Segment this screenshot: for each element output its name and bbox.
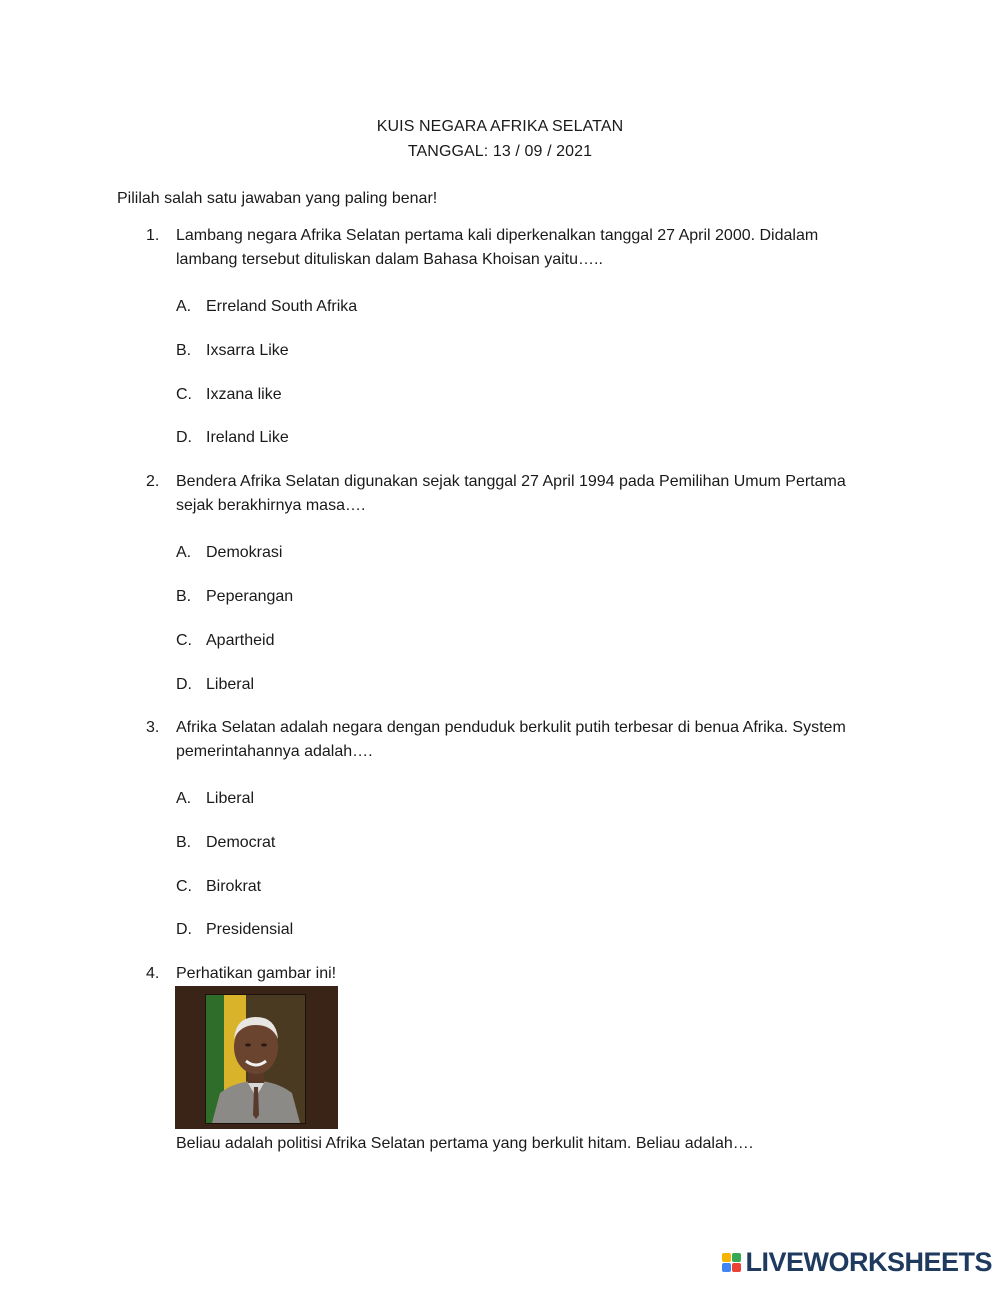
option-text: Erreland South Afrika	[206, 298, 358, 315]
quiz-date: TANGGAL: 13 / 09 / 2021	[407, 143, 593, 160]
portrait-figure-icon	[206, 995, 305, 1123]
option-text: Ixzana like	[206, 386, 282, 403]
option-text: Democrat	[206, 834, 276, 851]
option-text: Liberal	[206, 676, 255, 693]
liveworksheets-logo	[722, 1247, 992, 1278]
question-number: 2.	[146, 473, 160, 490]
page-title: KUIS NEGARA AFRIKA SELATAN	[376, 118, 624, 135]
question-text: Lambang negara Afrika Selatan pertama kali diperkenalkan tanggal 27 April 2000. Didalam lambang tersebut dituliskan dalam Bahasa Khoisan yaitu…..	[176, 227, 819, 268]
logo-square	[732, 1263, 741, 1272]
option-text: Ixsarra Like	[206, 342, 289, 359]
option-text: Presidensial	[206, 921, 294, 938]
question-text: Afrika Selatan adalah negara dengan penduduk berkulit putih terbesar di benua Afrika. System pemerintahannya adalah….	[176, 719, 846, 760]
portrait-photo	[175, 986, 338, 1129]
option-letter: A.	[176, 544, 192, 561]
logo-square	[722, 1253, 731, 1262]
question-number: 4.	[146, 965, 160, 982]
instruction-text: Pililah salah satu jawaban yang paling benar!	[117, 190, 438, 207]
option-text: Demokrasi	[206, 544, 283, 561]
question-number: 1.	[146, 227, 160, 244]
option-letter: D.	[176, 921, 192, 938]
option-text: Birokrat	[206, 878, 262, 895]
option-letter: A.	[176, 298, 192, 315]
question-caption: Beliau adalah politisi Afrika Selatan pertama yang berkulit hitam. Beliau adalah….	[176, 1135, 754, 1152]
logo-text: LIVEWORKSHEETS	[745, 1247, 992, 1277]
option-text: Apartheid	[206, 632, 275, 649]
question-text: Bendera Afrika Selatan digunakan sejak tanggal 27 April 1994 pada Pemilihan Umum Pertama sejak berakhirnya masa….	[176, 473, 846, 514]
option-letter: B.	[176, 834, 192, 851]
option-letter: B.	[176, 342, 192, 359]
option-letter: C.	[176, 386, 192, 403]
logo-square	[722, 1263, 731, 1272]
option-text: Ireland Like	[206, 429, 289, 446]
option-letter: C.	[176, 632, 192, 649]
option-letter: D.	[176, 429, 192, 446]
option-letter: A.	[176, 790, 192, 807]
option-letter: B.	[176, 588, 192, 605]
portrait-photo-icon	[205, 994, 306, 1124]
option-text: Liberal	[206, 790, 255, 807]
liveworksheets-mark-icon	[722, 1253, 741, 1272]
question-text: Perhatikan gambar ini!	[176, 965, 337, 982]
question-number: 3.	[146, 719, 160, 736]
option-letter: D.	[176, 676, 192, 693]
logo-square	[732, 1253, 741, 1262]
option-text: Peperangan	[206, 588, 294, 605]
option-letter: C.	[176, 878, 192, 895]
